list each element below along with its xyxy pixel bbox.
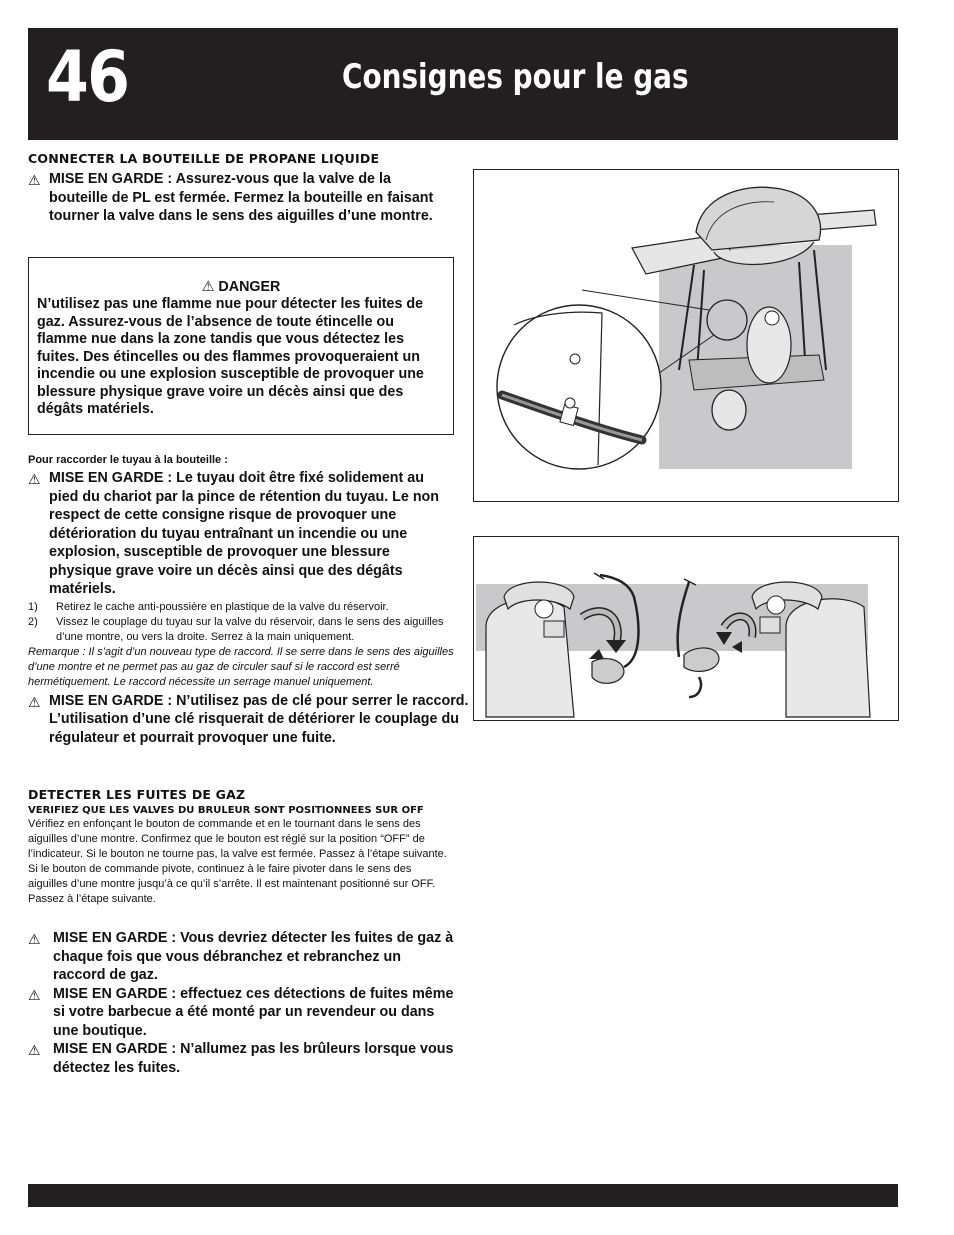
step-number: 2) xyxy=(28,615,38,628)
warning-item xyxy=(28,929,456,985)
warning-triangle-icon: ⚠ xyxy=(28,931,41,947)
warning-triangle-icon: ⚠ xyxy=(28,1042,41,1058)
warning-item xyxy=(28,1040,456,1077)
warning-triangle-icon: ⚠ xyxy=(28,693,41,710)
warning-triangle-icon: ⚠ xyxy=(28,986,41,1003)
danger-title-text: DANGER xyxy=(218,279,281,295)
warning-text: MISE EN GARDE : N’utilisez pas de clé pour serrer le raccord. L’utilisation d’une clé risquerait de détériorer le couplage du régulateur et pourrait provoquer une fuite. xyxy=(49,692,469,746)
coupling-drawing xyxy=(474,537,898,720)
section-leak-detection xyxy=(28,787,456,907)
section-heading: DETECTER LES FUITES DE GAZ xyxy=(28,787,246,802)
list-item xyxy=(28,615,456,645)
wheel xyxy=(712,390,746,430)
warning-text: MISE EN GARDE : N’allumez pas les brûleurs lorsque vous détectez les fuites. xyxy=(53,1041,454,1076)
warning-item xyxy=(28,170,449,226)
danger-body: N’utilisez pas une flamme nue pour détecter les fuites de gaz. Assurez-vous de l’absence de toute étincelle ou flamme nue dans la zone tandis que vous détectez les fuites. Des étincelles ou des flammes provoqueraient un incendie ou une explosion susceptible de provoquer une blessure physique grave voire un décès ainsi que des dégâts matériels. xyxy=(37,296,424,417)
warning-text: MISE EN GARDE : Le tuyau doit être fixé solidement au pied du chariot par la pince de rétention du tuyau. Le non respect de cette consigne risque de provoquer une détérioration du tuyau entraînant un incendie ou une explosion, susceptible de provoquer une blessure physique grave voire un décès ainsi que des dégâts matériels. xyxy=(49,470,440,597)
grill-illustration xyxy=(473,169,899,502)
warning-triangle-icon: ⚠ xyxy=(28,172,41,188)
page-title: Consignes pour le gas xyxy=(342,57,689,97)
grill-lid xyxy=(696,187,821,250)
list-item xyxy=(28,600,456,615)
warning-text: MISE EN GARDE : Assurez-vous que la valve de la bouteille de PL est fermée. Fermez la bouteille en faisant tourner la valve dans le sens des aiguilles d’une montre. xyxy=(49,171,434,224)
warning-item xyxy=(28,469,456,599)
leak-warnings xyxy=(28,929,456,1077)
warning-text: MISE EN GARDE : effectuez ces détections de fuites même si votre barbecue a été monté par un revendeur ou dans une boutique. xyxy=(53,985,454,1039)
section-connect-tank xyxy=(28,151,456,226)
steps-list xyxy=(28,600,456,645)
section-subheading: VERIFIEZ QUE LES VALVES DU BRULEUR SONT POSITIONNEES SUR OFF xyxy=(28,805,424,816)
warning-item xyxy=(28,985,456,1041)
warning-item xyxy=(28,692,469,748)
regulator-right xyxy=(684,648,719,671)
section-connect-hose xyxy=(28,454,469,747)
footer-bar xyxy=(28,1184,898,1207)
danger-box xyxy=(28,257,454,435)
danger-title xyxy=(29,278,453,296)
section-heading: CONNECTER LA BOUTEILLE DE PROPANE LIQUIDE xyxy=(28,151,380,166)
grill-drawing xyxy=(474,170,898,501)
regulator-left xyxy=(592,659,624,684)
warning-triangle-icon: ⚠ xyxy=(28,471,41,487)
leak-instructions: Vérifiez en enfonçant le bouton de commande et en le tournant dans le sens des aiguilles d’une montre. Confirmez que le bouton est réglé sur la position “OFF” de l’indicateur. Si le bouton ne tourne pas, la valve est fermée. Passez à l’étape suivante. Si le bouton de commande pivote, continuez à le faire pivoter dans le sens des aiguilles d’une montre jusqu’à ce qu’il s’arrête. Il est maintenant positionné sur OFF. Passez à l’étape suivante. xyxy=(28,818,447,905)
page-number: 46 xyxy=(46,36,129,118)
page-header xyxy=(28,28,898,140)
tank-right xyxy=(786,599,870,717)
coupling-illustration xyxy=(473,536,899,721)
warning-triangle-icon: ⚠ xyxy=(201,279,215,295)
connect-label: Pour raccorder le tuyau à la bouteille : xyxy=(28,454,228,466)
warning-text: MISE EN GARDE : Vous devriez détecter les fuites de gaz à chaque fois que vous débranchez et rebranchez un raccord de gaz. xyxy=(53,930,454,983)
step-number: 1) xyxy=(28,600,38,613)
step-text: Retirez le cache anti-poussière en plastique de la valve du réservoir. xyxy=(56,600,389,613)
tank-left xyxy=(486,599,574,717)
remark-text: Remarque : Il s’agit d’un nouveau type de raccord. Il se serre dans le sens des aiguilles d’une montre et ne permet pas au gaz de circuler sauf si le raccord est serré hermétiquement. Le raccord nécessite un serrage manuel uniquement. xyxy=(28,645,454,688)
zoom-detail xyxy=(497,305,661,469)
step-text: Vissez le couplage du tuyau sur la valve du réservoir, dans le sens des aiguilles d’une montre, ou vers la droite. Serrez à la main uniquement. xyxy=(56,615,444,643)
